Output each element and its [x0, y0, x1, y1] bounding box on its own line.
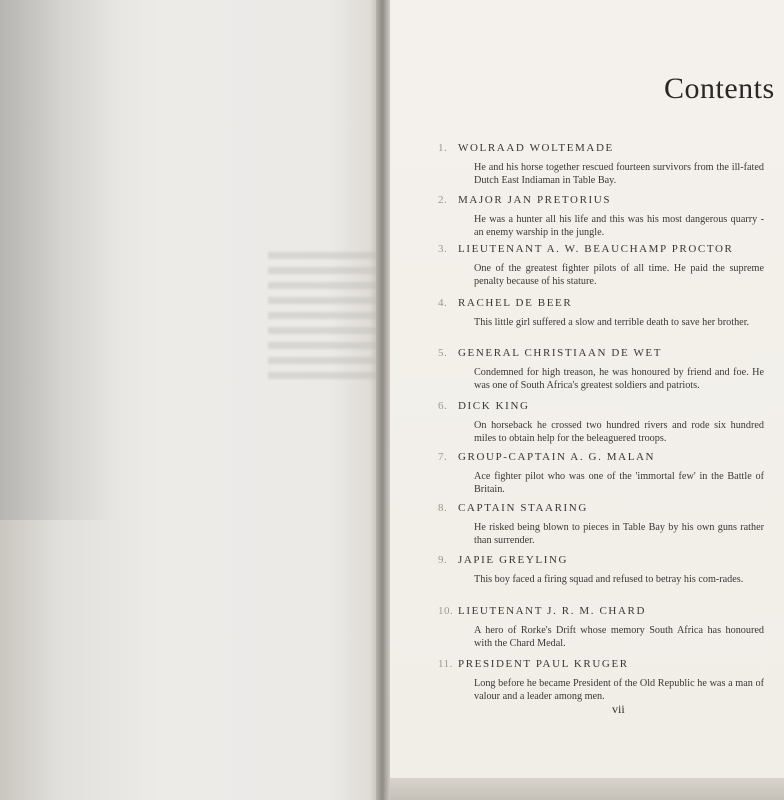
entry-number: 3. — [438, 243, 448, 255]
entry-description: Long before he became President of the Old Republic he was a man of valour and a leader among men. — [474, 678, 764, 702]
entry-description: Condemned for high treason, he was honoured by friend and foe. He was one of South Africa's greatest soldiers and patriots. — [474, 367, 764, 391]
contents-entry — [438, 400, 764, 445]
contents-entry — [438, 194, 764, 239]
entry-description: Ace fighter pilot who was one of the 'immortal few' in the Battle of Britain. — [474, 471, 764, 495]
entry-description: On horseback he crossed two hundred rivers and rode six hundred miles to obtain help for the beleaguered troops. — [474, 420, 764, 444]
entry-title: WOLRAAD WOLTEMADE — [458, 142, 614, 154]
contents-entry — [438, 605, 764, 650]
contents-entry — [438, 297, 764, 329]
contents-entry — [438, 554, 764, 586]
entry-number: 6. — [438, 400, 448, 412]
contents-entry — [438, 502, 764, 547]
entry-title: LIEUTENANT A. W. BEAUCHAMP PROCTOR — [458, 243, 734, 255]
entry-title: LIEUTENANT J. R. M. CHARD — [458, 605, 646, 617]
entry-number: 1. — [438, 142, 448, 154]
entry-title: MAJOR JAN PRETORIUS — [458, 194, 612, 206]
entry-number: 11. — [438, 658, 453, 670]
entry-description: A hero of Rorke's Drift whose memory South Africa has honoured with the Chard Medal. — [474, 625, 764, 649]
page-title: Contents — [664, 72, 775, 105]
entry-number: 8. — [438, 502, 448, 514]
contents-entry — [438, 451, 764, 496]
page-number: vii — [612, 702, 625, 716]
entry-description: One of the greatest fighter pilots of all time. He paid the supreme penalty because of his stature. — [474, 263, 764, 287]
entry-title: GROUP-CAPTAIN A. G. MALAN — [458, 451, 656, 463]
contents-entry — [438, 142, 764, 187]
book-gutter — [376, 0, 390, 800]
entry-description: He was a hunter all his life and this was his most dangerous quarry - an enemy warship in the jungle. — [474, 214, 764, 238]
entry-number: 2. — [438, 194, 448, 206]
page-bottom-edge — [390, 778, 784, 800]
contents-entry — [438, 658, 764, 703]
entry-number: 5. — [438, 347, 448, 359]
entry-description: He and his horse together rescued fourteen survivors from the ill-fated Dutch East Indiaman in Table Bay. — [474, 162, 764, 186]
entry-title: CAPTAIN STAARING — [458, 502, 588, 514]
contents-entry — [438, 347, 764, 392]
entry-description: He risked being blown to pieces in Table Bay by his own guns rather than surrender. — [474, 522, 764, 546]
show-through-text — [268, 252, 378, 382]
left-page — [0, 0, 380, 800]
entry-number: 7. — [438, 451, 448, 463]
entry-number: 10. — [438, 605, 454, 617]
entry-number: 9. — [438, 554, 448, 566]
entry-title: JAPIE GREYLING — [458, 554, 569, 566]
entry-number: 4. — [438, 297, 448, 309]
entry-title: GENERAL CHRISTIAAN DE WET — [458, 347, 663, 359]
entry-description: This boy faced a firing squad and refused to betray his com-rades. — [474, 574, 744, 585]
entry-description: This little girl suffered a slow and terrible death to save her brother. — [474, 317, 750, 328]
entry-title: RACHEL DE BEER — [458, 297, 573, 309]
entry-title: PRESIDENT PAUL KRUGER — [458, 658, 629, 670]
contents-entry — [438, 243, 764, 288]
entry-title: DICK KING — [458, 400, 530, 412]
